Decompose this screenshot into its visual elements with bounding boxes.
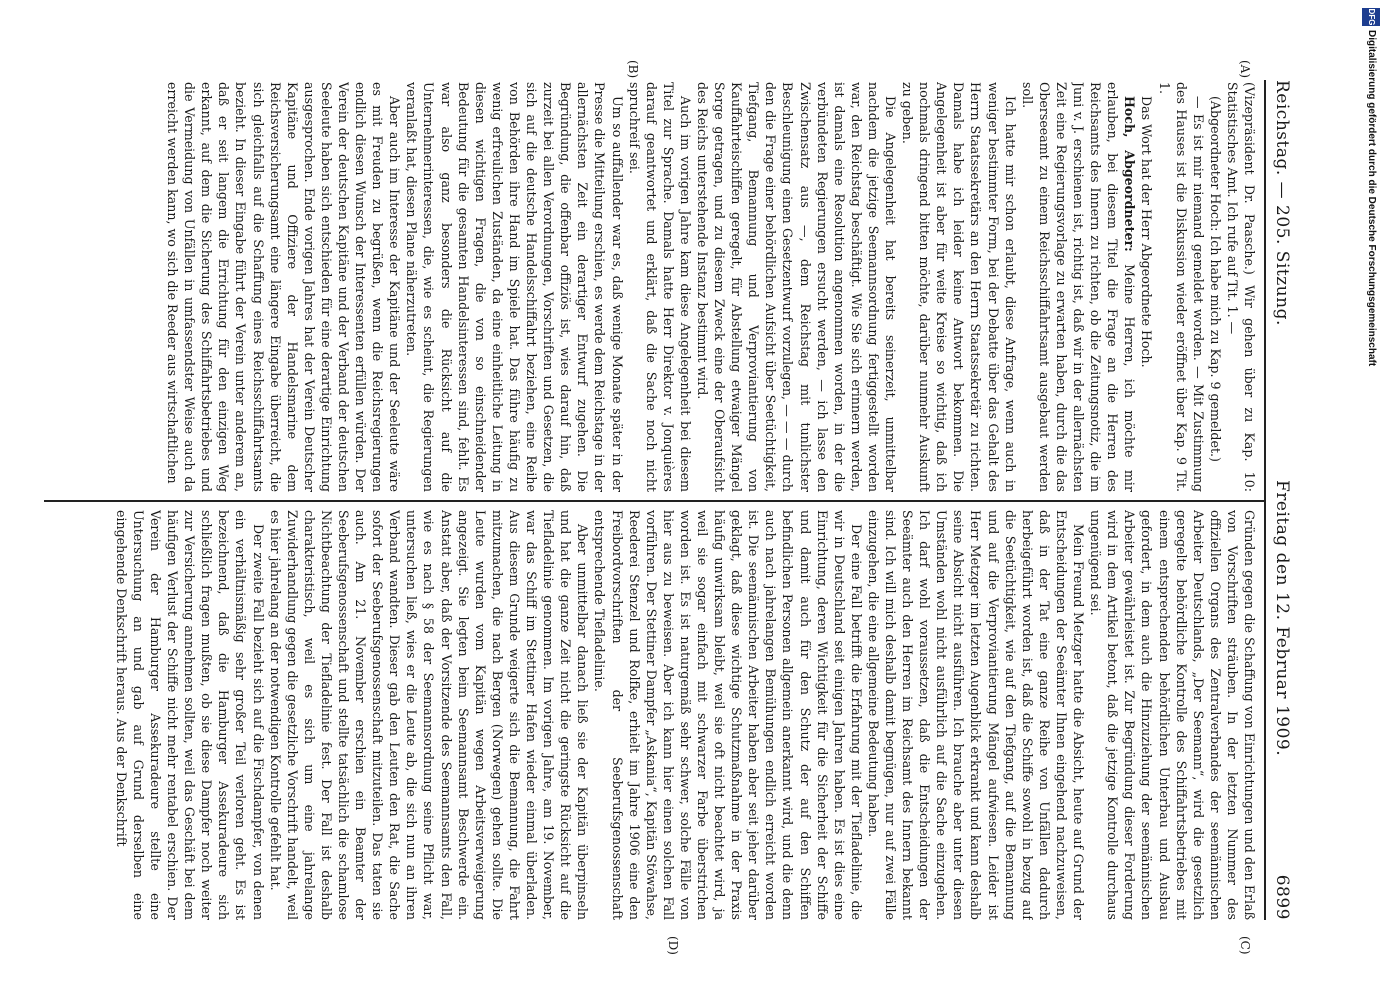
paragraph — [113, 510, 267, 920]
margin-mark-b: (B) — [626, 60, 640, 79]
margin-mark-a: (A) — [1238, 60, 1252, 79]
paragraph — [1207, 82, 1224, 492]
paragraph-text: — Es ist mir niemand gemeldet worden. — Mit Zustimmung des Hauses ist die Diskussion wieder eröffnet über Kap. 9 Tit. 1. — [1156, 82, 1206, 492]
paragraph-text: Die Angelegenheit hat bereits seinerzeit, unmittelbar nachdem die jetzige Seemannsordnung fertiggestellt worden war, den Reichstag beschäftigt. Wie Sie sich erinnern werden, ist damals eine Resolution angenommen worden, in der die verbündeten Regierungen ersucht werden, — ich lasse den Zwischensatz aus —, dem Reichstag mit tunlichster Beschleunigung einen Gesetzentwurf vorzulegen, — — — durch den die Frage einer behördlichen Aufsicht über Seetüchtigkeit, Tiefgang, Bemannung und Verproviantierung von Kauffahrteischiffen geregelt, für Abstellung etwaiger Mängel Sorge getragen, und zu diesem Zweck eine der Oberaufsicht des Reichs unterstehende Instanz bestimmt wird. — [695, 82, 899, 492]
left-column — [43, 82, 1258, 492]
paragraph-text: Um so auffallender war es, daß wenige Monate später in der Presse die Mitteilung erschien, es werde dem Reichstage in der allernächsten Zeit ein derartiger Entwurf zugehen. Die Begründung, die offenbar offiziös ist, wies darauf hin, daß zurzeit bei allen Verordnungen, Vorschriften und Gesetzen, die sich auf die deutsche Handelsschiffahrt beziehen, eine Reihe von Behörden ihre Hand im Spiele hat. Das führe häufig zu wenig erfreulichen Zuständen, da eine einheitliche Leitung in diesen wichtigen Fragen, die von so einschneidender Bedeutung für die gesamten Handelsinteressen sind, fehlt. Es war also ganz besonders die Rücksicht auf die Unternehmerinteressen, die, wie es scheint, die Regierungen veranlaßt hat, diesen Plane näherzutreten. — [404, 82, 625, 492]
paragraph — [626, 82, 694, 492]
paragraph — [1155, 82, 1206, 492]
paragraph-text: Auch im vorigen Jahre kam diese Angelegenheit bei diesem Titel zur Sprache. Damals hatte Herr Direktor v. Jonquières darauf geantwortet und erklärt, daß die Sache noch nicht spruchreif sei. — [626, 82, 693, 492]
paragraph-text: Der eine Fall betrifft die Erfahrung mit der Tiefladelinie, die wir in Deutschland seit einigen Jahren haben. Es ist dies eine Einrichtung, deren Wichtigkeit für die Sicherheit der Schiffe und damit auch für den Schutz der auf den Schiffen befindlichen Personen allgemein anerkannt wird, und die denn auch nach jahrelangen Bemühungen endlich erreicht worden ist. Die seemännischen Arbeiter haben aber seit jeher darüber geklagt, daß diese wichtige Schutzmaßnahme in der Praxis häufig unwirksam bleibt, weil sie oft nicht beachtet wird, ja weil sie sogar einfach mit schwarzer Farbe überstrichen worden ist. Es ist naturgemäß sehr schwer, solche Fälle von hier aus zu beweisen. Aber ich kann hier einen solchen Fall vorführen. Der Stettiner Dampfer „Askania“, Kapitän Stöwahse, Reederei Stenzel und Rolfke, erhielt im Jahre 1906 eine den Freibordvorschriften der Seeberufsgenossenschaft entsprechende Tiefladelinie. — [592, 510, 864, 920]
paragraph-text: (Vizepräsident Dr. Paasche.) Wir gehen über zu Kap. 10: Statistisches Amt. Ich rufe auf Tit. 1. — — [1224, 82, 1257, 492]
paragraph — [1138, 82, 1155, 492]
paragraph-text: Aber auch im Interesse der Kapitäne und der Seeleute wäre es mit Freuden zu begrüßen, wenn die Reichsregierungen endlich diesen Wunsch der Interessenten erfüllen würden. Der Verein der deutschen Kapitäne und der Verband der deutschen Seeleute haben sich entschieden für eine derartige Einrichtung ausgesprochen. Ende vorigen Jahres hat der Verein Deutscher Kapitäne und Offiziere der Handelsmarine dem Reichsversicherungsamt eine längere Eingabe überreicht, die sich gleichfalls auf die Schaffung eines Reichsschiffahrtsamts bezieht. In dieser Eingabe führt der Verein unter anderem an, daß er seit langem die Errichtung für den einzigen Weg erkannt, auf dem die Sicherung des Schiffahrtsbetriebes und die Vermeidung von Unfällen in umfassendster Weise auch da erreicht werden kann, wo sich die Reeder aus wirtschaftlichen — [165, 82, 403, 492]
margin-mark-c: (C) — [1238, 936, 1252, 955]
paragraph — [865, 510, 1087, 920]
header-session: Reichstag. — 205. Sitzung. — [1272, 80, 1292, 326]
paragraph-text: Der zweite Fall bezieht sich auf die Fischdampfer, von denen ein verhältnismäßig sehr großer Teil verloren geht. Es ist bezeichnend, daß die Hamburger Assekuradeure sich schließlich fragen mußten, ob sie diese Dampfer noch weiter zur Versicherung annehmen sollten, weil das Geschäft bei dem häufigen Verlust der Schiffe nicht mehr rentabel erschien. Der Verein der Hamburger Assekuradeure stellte eine Untersuchung an und gab auf Grund derselben eine eingehende Denkschrift heraus. Aus der Denkschrift — [113, 510, 266, 920]
paragraph — [403, 82, 625, 492]
paragraph — [1019, 82, 1139, 492]
column-divider — [44, 500, 1264, 502]
paragraph-text: Meine Herren, ich möchte mir erlauben, bei diesem Titel die Frage an die Herren des Reichsamts des Innern zu richten, ob die Zeitungsnotiz, die im Juni v. J. erschienen ist, richtig ist, daß wir in der allernächsten Zeit eine Regierungsvorlage zu erwarten haben, durch die das Oberseeamt zu einem Reichsschiffahrtsamt ausgebaut werden soll. — [1019, 82, 1138, 492]
margin-mark-d: (D) — [666, 936, 680, 955]
page-number: 6899 — [1272, 874, 1292, 920]
dfg-logo: DFG — [1362, 8, 1380, 26]
paragraph-text: Gründen gegen die Schaffung von Einrichtungen und den Erlaß von Vorschriften sträuben. In der letzten Nummer des offiziellen Organs des Zentralverbandes der seemännischen Arbeiter Deutschlands, „Der Seemann“, wird die gesetzlich geregelte behördliche Kontrolle des Schiffahrtsbetriebes mit einem entsprechenden behördlichen Unterbau und Ausbau gefordert, in dem auch die Hinzuziehung der seemännischen Arbeiter gewährleistet ist. Zur Begründung dieser Forderung wird in dem Artikel betont, daß die jetzige Kontrolle durchaus ungenügend sei. — [1088, 510, 1257, 920]
paragraph — [591, 510, 865, 920]
page-header — [1262, 80, 1292, 920]
digitization-note: Digitalisierung gefördert durch die Deutsche Forschungsgemeinschaft — [1366, 30, 1377, 367]
paragraph — [694, 82, 899, 492]
paragraph — [267, 510, 592, 920]
header-date: Freitag den 12. Februar 1909. — [1272, 480, 1292, 757]
paragraph-text: Ich hatte mir schon erlaubt, diese Anfrage, wenn auch in weniger bestimmter Form, bei der Debatte über das Gehalt des Herrn Staatssekretärs an den Herrn Staatssekretär zu richten. Damals habe ich leider keine Antwort bekommen. Die Angelegenheit ist aber für weite Kreise so wichtig, daß ich nochmals dringend bitten möchte, darüber nunmehr Auskunft zu geben. — [900, 82, 1018, 492]
paragraph — [1224, 82, 1258, 492]
paragraph-text: (Abgeordneter Hoch: Ich habe mich zu Kap. 9 gemeldet.) — [1207, 96, 1223, 462]
right-column — [43, 510, 1258, 920]
paragraph — [899, 82, 1019, 492]
paragraph — [1087, 510, 1258, 920]
paragraph-text: Das Wort hat der Herr Abgeordnete Hoch. — [1139, 96, 1155, 368]
paragraph-text: Aber unmittelbar danach ließ sie der Kapitän überpinseln und hat die ganze Zeit nicht die geringste Rücksicht auf die Tiefladelinie genommen. Im vorigen Jahre, am 19. November, war das Schiff im Stettiner Hafen wieder einmal überladen. Aus diesem Grunde weigerte sich die Bemannung, die Fahrt mitzumachen, die nach Bergen (Norwegen) gehen sollte. Die Leute wurden vom Kapitän wegen Arbeitsverweigerung angezeigt. Sie legten beim Seemannsamt Beschwerde ein. Anstatt aber, daß der Vorsitzende des Seemannsamts den Fall, wie es nach § 58 der Seemannsordnung seine Pflicht war, untersuchen ließ, wies er die Leute ab, die sich nun an ihren Verband wandten. Dieser gab den Leuten den Rat, die Sache sofort der Seeberufsgenossenschaft mitzuteilen. Das taten sie auch. Am 21. November erschien ein Beamter der Seeberufsgenossenschaft und stellte tatsächlich die schamlose Nichtbeachtung der Tiefladelinie fest. Der Fall ist deshalb charakteristisch, weil es sich um eine jahrelange Zuwiderhandlung gegen die gesetzliche Vorschrift handelt, weil es hier jahrelang an der notwendigen Kontrolle gefehlt hat. — [267, 510, 591, 920]
header-rule — [1264, 80, 1266, 920]
paragraph-text: Mein Freund Metzger hatte die Absicht, heute auf Grund der Entscheidungen der Seeämter Ihnen eingehend nachzuweisen, daß in der Tat eine ganze Reihe von Unfällen dadurch herbeigeführt worden ist, daß die Schiffe sowohl in bezug auf die Seetüchtigkeit, wie auf den Tiefgang, auf die Bemannung und auf die Verproviantierung Mängel aufwiesen. Leider ist Herr Metzger im letzten Augenblick erkrankt und kann deshalb seine Absicht nicht ausführen. Ich brauche aber unter diesen Umständen wohl nicht ausführlich auf die Sache einzugehen. Ich darf wohl voraussetzen, daß die Entscheidungen der Seeämter auch den Herren im Reichsamt des Innern bekannt sind. Ich will mich deshalb damit begnügen, nur auf zwei Fälle einzugehen, die eine allgemeine Bedeutung haben. — [865, 510, 1087, 920]
paragraph — [164, 82, 403, 492]
speaker-name: Hoch, Abgeordneter: — [1122, 96, 1138, 252]
